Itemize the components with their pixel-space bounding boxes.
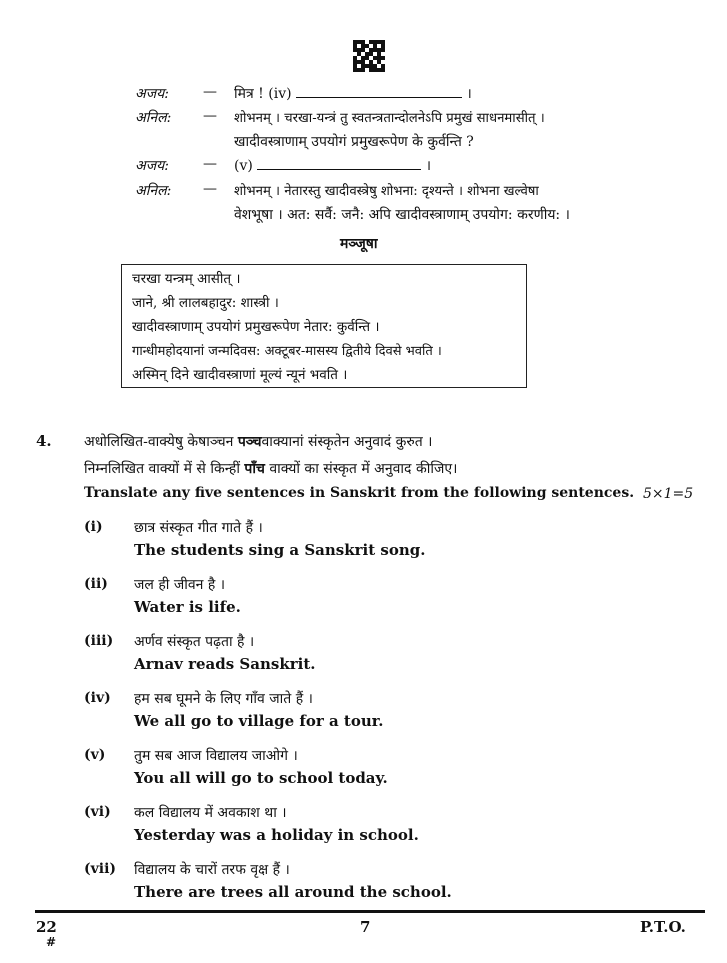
hindi-instruction <box>84 459 457 478</box>
word-box-option: खादीवस्त्राणाम् उपयोगं प्रमुखरूपेण नेतार: कुर्वन्ति । <box>132 319 380 335</box>
series-mark: # <box>46 935 57 949</box>
qr-code-icon <box>353 40 385 72</box>
dialogue-dash: — <box>203 156 217 172</box>
answer-blank <box>257 157 421 170</box>
item-hindi: विद्यालय के चारों तरफ वृक्ष हैं । <box>134 862 290 878</box>
answer-blank <box>296 85 462 98</box>
dialogue-tail: । <box>466 86 472 102</box>
dialogue-text: मित्र ! (iv) <box>234 86 292 102</box>
instruction-text: वाक्यानां संस्कृतेन अनुवादं कुरुत । <box>261 434 433 450</box>
dialogue-line <box>234 84 472 103</box>
item-number: (iii) <box>84 633 114 649</box>
dialogue-line <box>234 156 431 175</box>
word-box-option: जाने, श्री लालबहादुर: शास्त्री । <box>132 295 279 311</box>
item-english: We all go to village for a tour. <box>134 712 384 730</box>
word-box-option: अस्मिन् दिने खादीवस्त्राणां मूल्यं न्यूनं भवति । <box>132 367 348 383</box>
sanskrit-instruction <box>84 432 432 451</box>
dialogue-text-continued: वेशभूषा । अत: सर्वै: जनै: अपि खादीवस्त्राणाम् उपयोग: करणीय: । <box>234 207 570 223</box>
item-hindi: हम सब घूमने के लिए गाँव जाते हैं । <box>134 691 313 707</box>
please-turn-over: P.T.O. <box>640 918 686 936</box>
english-instruction <box>84 485 634 501</box>
item-hindi: छात्र संस्कृत गीत गाते हैं । <box>134 520 263 536</box>
dialogue-dash: — <box>203 108 217 124</box>
item-english: There are trees all around the school. <box>134 883 452 901</box>
item-english: You all will go to school today. <box>134 769 388 787</box>
item-number: (vii) <box>84 861 117 877</box>
dialogue-text: (v) <box>234 158 253 174</box>
word-box-option: चरखा यन्त्रम् आसीत् । <box>132 271 241 287</box>
item-english: Yesterday was a holiday in school. <box>134 826 419 844</box>
item-number: (vi) <box>84 804 111 820</box>
item-number: (i) <box>84 519 103 535</box>
instruction-emphasis: पाँच <box>244 461 265 477</box>
instruction-emphasis: पञ्च <box>237 434 262 450</box>
page-number: 7 <box>360 918 371 936</box>
dialogue-text-continued: खादीवस्त्राणाम् उपयोगं प्रमुखरूपेण के कुर्वन्ति ? <box>234 134 474 150</box>
instruction-text: अधोलिखित-वाक्येषु केषाञ्चन <box>84 434 238 450</box>
item-number: (ii) <box>84 576 108 592</box>
marks-allocation: 5×1=5 <box>643 486 694 502</box>
item-hindi: कल विद्यालय में अवकाश था । <box>134 805 287 821</box>
dialogue-dash: — <box>203 181 217 197</box>
speaker-label: अनिल: <box>135 183 172 199</box>
item-english: Water is life. <box>134 598 241 616</box>
item-hindi: तुम सब आज विद्यालय जाओगे । <box>134 748 298 764</box>
speaker-label: अजय: <box>135 158 169 174</box>
speaker-label: अजय: <box>135 86 169 102</box>
dialogue-tail: । <box>425 158 432 174</box>
instruction-emphasis: five <box>194 485 223 501</box>
item-number: (v) <box>84 747 106 763</box>
word-box-option: गान्धीमहोदयानां जन्मदिवस: अक्टूबर-मासस्य द्वितीये दिवसे भवति । <box>132 344 442 359</box>
item-english: Arnav reads Sanskrit. <box>134 655 316 673</box>
dialogue-text: शोभनम् । चरखा-यन्त्रं तु स्वतन्त्रतान्दोलनेऽपि प्रमुखं साधनमासीत् । <box>234 111 545 126</box>
instruction-text: Translate any <box>84 485 195 501</box>
item-english: The students sing a Sanskrit song. <box>134 541 426 559</box>
word-box <box>121 264 527 388</box>
speaker-label: अनिल: <box>135 110 172 126</box>
item-hindi: जल ही जीवन है । <box>134 577 226 593</box>
item-hindi: अर्णव संस्कृत पढ़ता है । <box>134 634 255 650</box>
item-number: (iv) <box>84 690 111 706</box>
series-code: 22 <box>36 918 57 936</box>
footer-divider <box>35 910 705 913</box>
word-box-heading: मञ्जूषा <box>340 236 378 252</box>
dialogue-text: शोभनम् । नेतारस्तु खादीवस्त्रेषु शोभना: दृश्यन्ते । शोभना खल्वेषा <box>234 184 539 199</box>
instruction-text: sentences in Sanskrit from the following sentences. <box>222 485 635 501</box>
instruction-text: वाक्यों का संस्कृत में अनुवाद कीजिए। <box>264 461 458 477</box>
dialogue-dash: — <box>203 84 217 100</box>
instruction-text: निम्नलिखित वाक्यों में से किन्हीं <box>84 461 245 477</box>
question-number: 4. <box>36 432 52 450</box>
